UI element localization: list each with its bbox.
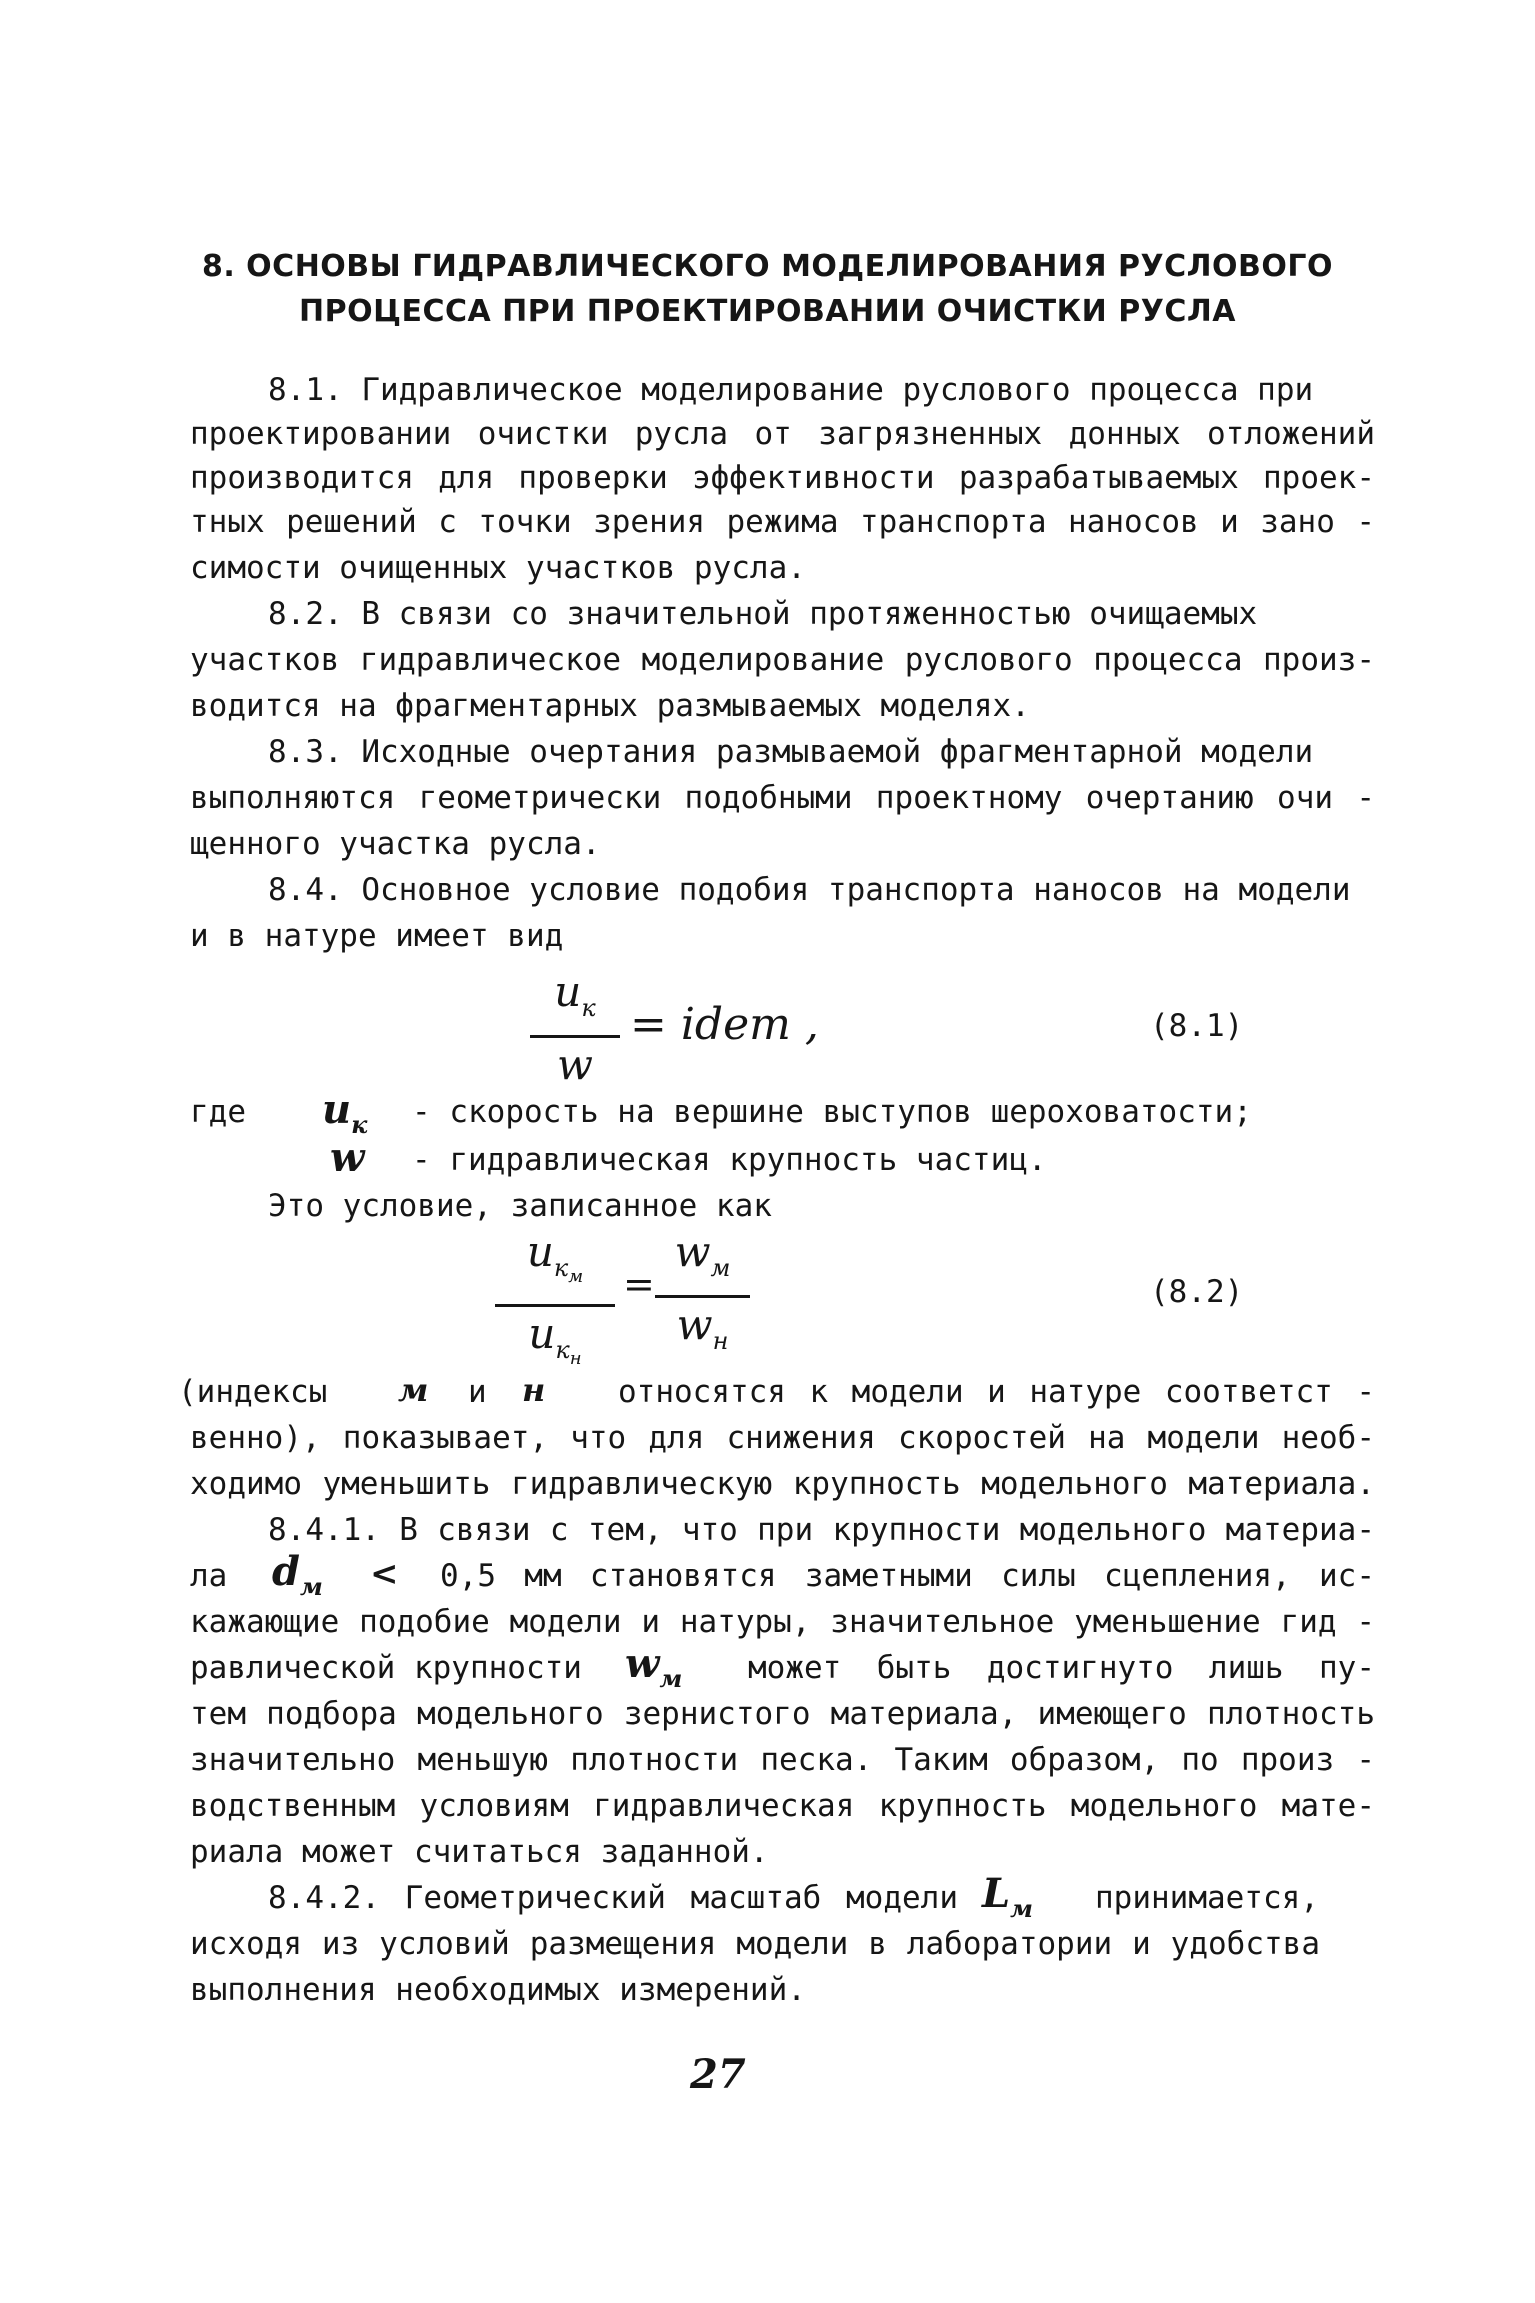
para-8-4-line-2: и в натуре имеет вид — [190, 918, 564, 954]
para-8-1-line-5: симости очищенных участков русла. — [190, 550, 806, 586]
para-8-4-1-line-8: риала может считаться заданной. — [190, 1834, 769, 1870]
symbol-w-m: $w_м$ — [625, 1640, 683, 1693]
para-8-4-line-1: 8.4. Основное условие подобия транспорта наносов на модели — [268, 872, 1351, 908]
para-8-4-2-line-2: исходя из условий размещения модели в лаборатории и удобства — [190, 1926, 1320, 1962]
para-8-4-1-line-2-rest: 0,5 мм становятся заметными силы сцепления, ис- — [440, 1558, 1375, 1594]
para-8-4-2-line-1-rest: принимается, — [1095, 1880, 1319, 1916]
fraction-bar — [530, 1035, 620, 1038]
index-n: н — [522, 1371, 546, 1409]
para-8-1-line-2: проектировании очистки русла от загрязненных донных отложений — [190, 416, 1375, 452]
para-8-3-line-3: щенного участка русла. — [190, 826, 601, 862]
definition-u-k: - скорость на вершине выступов шероховатости; — [412, 1094, 1252, 1130]
para-8-4-2-line-1-start: 8.4.2. Геометрический масштаб модели — [268, 1880, 958, 1916]
para-8-1-line-1: 8.1. Гидравлическое моделирование руслового процесса при — [268, 372, 1314, 408]
section-title-line-1: 8. ОСНОВЫ ГИДРАВЛИЧЕСКОГО МОДЕЛИРОВАНИЯ РУСЛОВОГО — [201, 249, 1334, 284]
para-8-2-line-3: водится на фрагментарных размываемых моделях. — [190, 688, 1030, 724]
para-8-2-line-2: участков гидравлическое моделирование руслового процесса произ- — [190, 642, 1375, 678]
page-number: 27 — [690, 2051, 746, 2098]
indices-rest: относятся к модели и натуре соответст - — [618, 1374, 1375, 1410]
after-eq2-line-3: ходимо уменьшить гидравлическую крупность модельного материала. — [190, 1466, 1375, 1502]
indices-and: и — [468, 1374, 487, 1410]
symbol-w: w — [330, 1134, 365, 1181]
para-8-4-2-line-3: выполнения необходимых измерений. — [190, 1972, 806, 2008]
symbol-u-k: $u_к$ — [322, 1086, 368, 1139]
para-8-4-1-line-4-start: равлической крупности — [190, 1650, 582, 1686]
para-8-3-line-2: выполняются геометрически подобными проектному очертанию очи - — [190, 780, 1375, 816]
eq1-denominator: w — [557, 1040, 593, 1089]
eq2-equals: = — [623, 1262, 655, 1306]
para-8-4-1-line-4-rest: может быть достигнуто лишь пу- — [748, 1650, 1375, 1686]
index-m: м — [398, 1371, 429, 1409]
fraction-bar — [495, 1304, 615, 1307]
para-8-4-1-line-1: 8.4.1. В связи с тем, что при крупности модельного материа- — [268, 1512, 1375, 1548]
eq1-rhs: = idem , — [630, 999, 819, 1050]
para-8-4-1-line-2-start: ла — [190, 1558, 228, 1594]
condition-line: Это условие, записанное как — [268, 1188, 772, 1224]
para-8-1-line-3: производится для проверки эффективности разрабатываемых проек- — [190, 460, 1375, 496]
para-8-4-1-line-5: тем подбора модельного зернистого материала, имеющего плотность — [190, 1696, 1375, 1732]
symbol-d-m: $d_м$ — [272, 1548, 323, 1601]
indices-open: (индексы — [178, 1374, 328, 1410]
equation-8-2-right-fraction: $w_м$ $w_н$ — [655, 1228, 750, 1365]
definition-w: - гидравлическая крупность частиц. — [412, 1142, 1047, 1178]
equation-number-8-1: (8.1) — [1150, 1008, 1244, 1044]
equation-8-1-fraction — [530, 968, 620, 1089]
symbol-L-m: $L_м$ — [982, 1870, 1033, 1923]
section-title-line-2: ПРОЦЕССА ПРИ ПРОЕКТИРОВАНИИ ОЧИСТКИ РУСЛА — [299, 294, 1236, 329]
para-8-3-line-1: 8.3. Исходные очертания размываемой фрагментарной модели — [268, 734, 1314, 770]
para-8-1-line-4: тных решений с точки зрения режима транспорта наносов и зано - — [190, 504, 1375, 540]
eq1-numerator: u — [554, 967, 582, 1016]
less-than-sign: < — [370, 1554, 399, 1594]
equation-8-2-left-fraction: $u_{км}$ $u_{кн}$ — [495, 1228, 615, 1383]
eq1-numerator-sub: к — [581, 994, 596, 1022]
equation-number-8-2: (8.2) — [1150, 1274, 1244, 1310]
para-8-4-1-line-6: значительно меньшую плотности песка. Таким образом, по произ - — [190, 1742, 1375, 1778]
where-label: где — [190, 1094, 246, 1130]
para-8-2-line-1: 8.2. В связи со значительной протяженностью очищаемых — [268, 596, 1258, 632]
after-eq2-line-2: венно), показывает, что для снижения скоростей на модели необ- — [190, 1420, 1375, 1456]
fraction-bar — [655, 1295, 750, 1298]
para-8-4-1-line-3: кажающие подобие модели и натуры, значительное уменьшение гид - — [190, 1604, 1375, 1640]
para-8-4-1-line-7: водственным условиям гидравлическая крупность модельного мате- — [190, 1788, 1375, 1824]
